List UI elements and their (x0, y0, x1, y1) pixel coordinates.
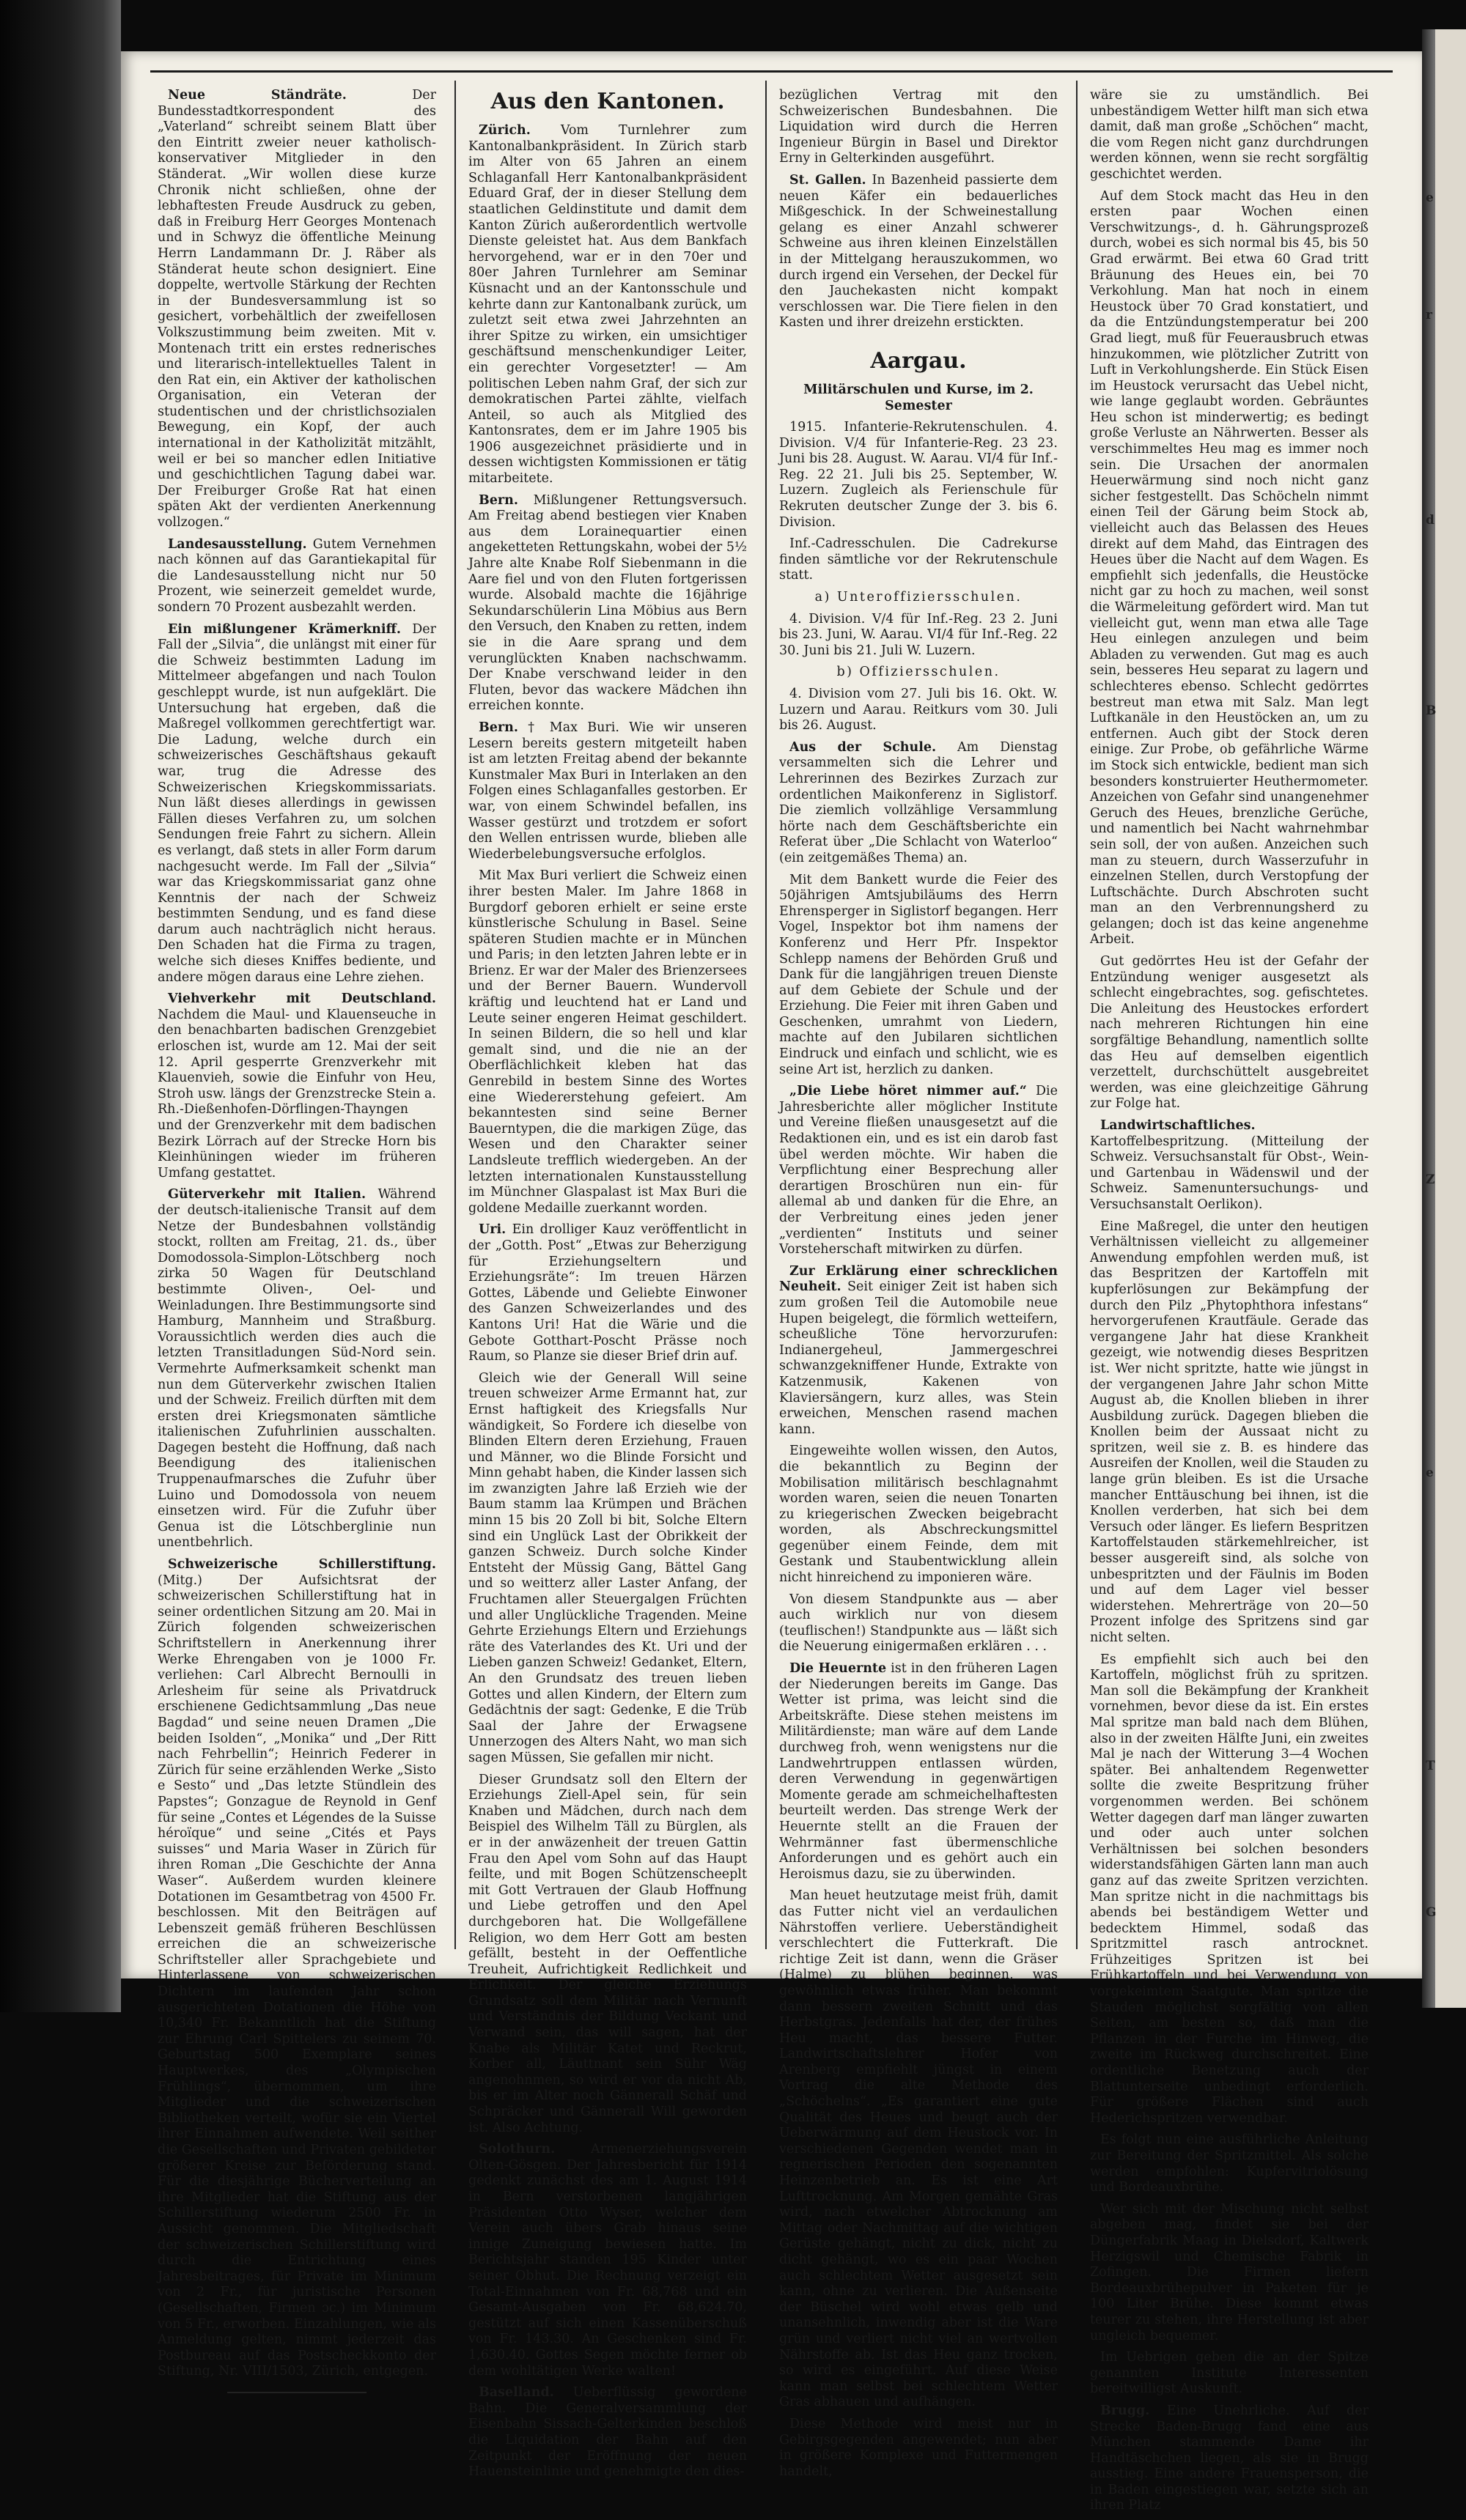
article-paragraph: Gut gedörrtes Heu ist der Gefahr der Entzündung weniger ausgesetzt als schlecht eingebrachtes, sog. gefischtetes. Die Anleitung des Heustockes erfordert nach mehreren Richtungen hin eine sorgfältige Behandlung, namentlich sollte das Heu auf demselben eigentlich verzettelt, durchschüttelt ausgebreitet werden, was eine gleichzeitige Gährung zur Folge hat. (1090, 954, 1369, 1112)
article (779, 740, 1058, 867)
edge-fragment: r (1426, 308, 1432, 322)
article (1090, 2403, 1369, 2514)
article-text: Armenerziehungsverein Olten-Gösgen. Der Jahresbericht für 1914 gedenkt zunächst des am 1. August 1914 in Bern verstorbenen langjährigen Präsidenten Otto Wyser, welcher dem Verein auch übers Grab hinaus seine innige Zuneigung bewiesen hatte. Im Berichtsjahr standen 195 Kinder unter seiner Obhut. Die Rechnung verzeigt ein Total-Einnahmen von Fr. 68,768 und ein Gesamt-Ausgaben von Fr. 68,624.70, gestützt auf sich einen Kassenüberschuß von Fr. 143.30. An Geschenken sind Fr. 1,630.40. Gottes Segen möchte ferner ob dem wohltätigen Werke walten! (468, 2142, 747, 2379)
article-paragraph: Eine Maßregel, die unter den heutigen Verhältnissen vielleicht zu allgemeiner Anwendung empfohlen werden muß, ist das Bespritzen der Kartoffeln mit kupferlösungen zur Bekämpfung der durch den Pilz „Phytophthora infestans“ hervorgerufenen Krautfäule. Gerade das vergangene Jahr hat diese Krankheit gezeigt, wie notwendig dieses Bespritzen ist. Wer nicht spritzte, hatte wie jüngst in der vergangenen Jahre Jahr schon Mitte August ab, die Knollen blieben in ihrer Ausbildung zurück. Dagegen blieben die Knollen beim der Aussaat nicht zu spritzen, weil sie z. B. es hindere das Ausreifen der Knollen, weil die Stauden zu lange grün bleiben. Es ist die Ursache mancher Enttäuschung bei ihnen, ist die Knollen verderben, hat sich bei dem Versuch oder länger. Es liefern Bespritzen Kartoffelstauden stärkemehlreicher, ist besser ausgereift sind, als solche von unbespritzten und der Fäulnis im Boden und auf dem Lager viel besser widerstehen. Mehrerträge von 20—50 Prozent infolge des Spritzens sind gar nicht selten. (1090, 1219, 1369, 1645)
article (1090, 1118, 1369, 1213)
article-text: Die Jahresberichte aller möglicher Institute und Vereine fließen unausgesetzt auf die Redaktionen ein, und es ist ein darob fast übel werden möchte. Wir haben die Verpflichtung einer Besprechung aller derartigen Broschüren nun ein- für allemal ab und danken für die Ehre, an der Verbreitung eines jeden jener „verdienten“ Instituts und seiner Vorsteherschaft mitwirken zu dürfen. (779, 1084, 1058, 1257)
column-rule (765, 81, 767, 1949)
article-text: Kartoffelbespritzung. (Mitteilung der Schweiz. Versuchsanstalt für Obst-, Wein- und Gartenbau in Wädenswil und der Schweiz. Samenuntersuchungs- und Versuchsanstalt Oerlikon). (1090, 1134, 1369, 1212)
article-keyword: Uri. (479, 1222, 507, 1238)
article (158, 991, 436, 1181)
article-text: In Bazenheid passierte dem neuen Käfer ein bedauerliches Mißgeschick. In der Schweinestallung gelang es einer Anzahl schwerer Schweine aus ihren kleinen Einzelställen in der Mittelgang herauszukommen, wo durch irgend ein Versehen, der Deckel für den Jauchekasten nicht kompakt verschlossen war. Die Tiere fielen in den Kasten und ihrer dreizehn erstickten. (779, 172, 1058, 330)
article-keyword: Neue Ständräte. (168, 88, 347, 103)
section-heading: Aus den Kantonen. (490, 89, 725, 114)
article (468, 2385, 747, 2480)
article-keyword: „Die Liebe höret nimmer auf.“ (789, 1084, 1027, 1099)
article (779, 1264, 1058, 1438)
article-paragraph: 1915. Infanterie-Rekrutenschulen. 4. Division. V/4 für Infanterie-Reg. 23 23. Juni bis 28. August. W. Aarau. VI/4 für Inf.-Reg. 22 21. Juli bis 25. September, W. Luzern. Zugleich als Ferienschule für Rekruten deutscher Zunge der 3. bis 6. Division. (779, 420, 1058, 530)
article-text: Gutem Vernehmen nach können auf das Garantiekapital für die Landesausstellung nicht nur 50 Prozent, wie seinerzeit gemeldet wurde, sondern 70 Prozent ausbezahlt werden. (158, 536, 436, 615)
column-rule (1076, 81, 1078, 1949)
article-paragraph: Mit Max Buri verliert die Schweiz einen ihrer besten Maler. Im Jahre 1868 in Burgdorf geboren erhielt er seine erste künstlerische Schulung in Basel. Seine späteren Studien machte er in München und Paris; in den letzten Jahren lebte er in Brienz. Er war der Maler des Brienzersees und der Berner Bauern. Wundervoll kräftig und leuchtend hat er Land und Leute seiner engeren Heimat geschildert. In seinen Bildern, die so hell und klar gemalt sind, und die nie an der Oberflächlichkeit kleben hat das Genrebild in bestem Sinne des Wortes eine Wiedererstehung gefeiert. Am bekanntesten sind seine Berner Bauerntypen, die die markigen Züge, das Wesen und den Charakter seiner Landsleute trefflich wiedergeben. An der letzten internationalen Kunstausstellung im Münchner Glaspalast ist Max Buri die goldene Medaille zuerkannt worden. (468, 868, 747, 1216)
article-continuation: wäre sie zu umständlich. Bei unbeständigem Wetter hilft man sich etwa damit, daß man große „Schöchen“ macht, die vom Regen nicht ganz durchdrungen werden können, wenn sie recht sorgfältig geschichtet werden. (1090, 88, 1369, 182)
column-3 (779, 88, 1058, 2486)
article-keyword: Zur Erklärung einer schrecklichen Neuheit. (779, 1263, 1058, 1295)
article (468, 123, 747, 487)
article-paragraph: Diese Methode wird meist nur in Gebirgsgegenden angewendet; nun aber in größere Komplexe und Futtermengen handelt, (779, 2416, 1058, 2479)
article-text: ist in den früheren Lagen der Niederungen bereits im Gange. Das Wetter ist prima, was leicht sind die Arbeitskräfte. Diese stehen meistens im Militärdienste; man wäre auf dem Lande durchweg froh, wenn wenigstens nur die Landwehrtruppen entlassen würden, deren Verwendung in gegenwärtigen Momente gerade am schmeichelhaftesten beurteilt werden. Das strenge Werk der Heuernte stellt an die Frauen der Wehrmänner fast übermenschliche Anforderungen und es gehört auch ein Heroismus dazu, sie zu überwinden. (779, 1661, 1058, 1882)
article-keyword: Bern. (479, 720, 518, 735)
book-binding (0, 0, 121, 2012)
article-text: Der Fall der „Silvia“, die unlängst mit einer für die Schweiz bestimmten Ladung im Mittelmeer abgefangen und nach Toulon geschleppt wurde, ist nun aufgeklärt. Die Untersuchung hat ergeben, daß die Maßregel vollkommen gerechtfertigt war. Die Ladung, welche durch ein schweizerisches Geschäftshaus gekauft war, trug die Adresse des Schweizerischen Kriegskommissariats. Nun läßt dieses allerdings in gewissen Fällen dieses Verfahren zu, um solchen Sendungen freie Fahrt zu sichern. Allein es verlangt, daß stets in aller Form darum nachgesucht werde. Im Fall der „Silvia“ war das Kriegskommissariat ganz ohne Kenntnis der nach der Schweiz bestimmten Sendung, und es fand diese darum auch nachträglich nicht heraus. Den Schaden hat die Firma zu tragen, welche sich dieses Kniffes bediente, und andere mögen daraus eine Lehre ziehen. (158, 621, 436, 985)
article-paragraph: Es empfiehlt sich auch bei den Kartoffeln, möglichst früh zu spritzen. Man soll die Bekämpfung der Krankheit vornehmen, bevor diese da ist. Ein erstes Mal spritze man bald nach dem Blühen, also in der zweiten Hälfte Juni, ein zweites Mal je nach der Witterung 3—4 Wochen später. Bei anhaltendem Regenwetter sollte die zweite Bespritzung früher vorgenommen werden. Bei schönem Wetter dagegen darf man länger zuwarten und oder auch unter solchen Verhältnissen bei solchen besonders widerstandsfähigen Gärten lann man auch ganz auf das zweite Spritzen verzichten. Man spritze nicht in die nachmittags bis abends bei beständigem Wetter und bedecktem Himmel, sodaß das Spritzmittel rasch antrocknet. Frühzeitiges Spritzen ist bei Frühkartoffeln und bei Verwendung von vorgekeimtem Saatgute. Man spritze die Stauden möglichst sorgfältig von allen Seiten, am besten so, daß man die Pflanzen in der Furche im Hinweg, die zweite im Rückweg durchschreitet. Eine ordentliche Benetzung auch der Blattunterseite unbedingt erforderlich. Für größere Flächen sind auch Hederichspritzen verwendbar. (1090, 1652, 1369, 2126)
column-2 (468, 88, 747, 2486)
article-keyword: Bern. (479, 492, 518, 508)
article-paragraph: Im Uebrigen geben die an der Spitze genannten Institute Interessenten bereitwilligst Auskunft. (1090, 2350, 1369, 2397)
edge-fragment: G (1426, 1905, 1437, 1920)
article-keyword: Landwirtschaftliches. (1100, 1118, 1256, 1133)
subheading: a) Unteroffiziersschulen. (814, 590, 1023, 605)
article-paragraph: Inf.-Cadresschulen. Die Cadrekurse finden sämtliche vor der Rekrutenschule statt. (779, 536, 1058, 583)
section-heading: Aargau. (870, 347, 967, 374)
article-keyword: St. Gallen. (789, 172, 866, 188)
edge-fragment: B (1426, 703, 1437, 718)
article-text: Eine Unehrliche. Auf der Strecke Baden-Brugg fand eine aus München stammende Dame ihr Handtäschchen liegen, als sie in Brugg ausstieg. Eine andere Frauensperson, die in Baden eingestiegen war, setzte sich an ihren Platz (1090, 2403, 1369, 2513)
article (468, 1222, 747, 1364)
article-paragraph: Auf dem Stock macht das Heu in den ersten paar Wochen einen Verschwitzungs-, d. h. Gährungsprozeß durch, wobei es sich normal bis 45, bis 50 Grad erwärmt. Bei etwa 60 Grad tritt Bräunung des Heues ein, bei 70 Verkohlung. Man hat noch in einem Heustock über 70 Grad konstatiert, und da die Entzündungstemperatur bei 200 Grad liegt, muß für Feuerausbruch etwas hinzukommen, wie plötzlicher Zutritt von Luft in Verkohlungsherde. Ein Stück Eisen im Heustock verursacht das Uebel nicht, wie lange geglaubt worden. Gebräuntes Heu schon ist minderwertig; es bedingt große Verluste an Nährwerten. Besser als verschimmeltes Heu mag es immer noch sein. Die Ursachen der anormalen Heuerwärmung sind noch nicht ganz sicher festgestellt. Das Schöcheln nimmt einen Teil der Gärung beim Stock ab, vielleicht auch das Belassen des Heues direkt auf dem Mahd, das Eintragen des Heues über die Nacht auf dem Wagen. Es empfiehlt sich jedenfalls, die Heustöcke nicht gar zu hoch zu machen, weil sonst die Wärmeleitung gefördert wird. Man tut vielleicht gut, wenn man etwa alle Tage Heu einlegen anzulegen und beim Abladen zu verwenden. Gut mag es auch sein, besseres Heu separat zu lagern und schlechteres ebenso. Schlecht gedörrtes bestreut man etwa mit Salz. Man legt Luftkanäle in den Heustöcken an, um zu entfernen. Auch gibt der Stock deren einige. Zur Probe, ob gefährliche Wärme im Stock sich entwickle, bedient man sich besonders konstruierter Heuthermometer. Anzeichen von Gefahr sind unangenehmer Geruch des Heues, brenzliche Gerüche, und namentlich bei Nacht wahrnehmbar sein soll, der von außen. Anzeichen such man zu steuern, durch Wasserzufuhr in einzelnen Stellen, durch Verstopfung der Luftschächte. Durch Abschroten sucht man an den Verbrennungsherd zu gelangen; doch ist das keine angenehme Arbeit. (1090, 188, 1369, 947)
column-4 (1090, 88, 1369, 2520)
column-rule (454, 81, 456, 1949)
header-rule (150, 70, 1393, 73)
article-paragraph: Wer sich mit der Mischung nicht selbst abgeben mag, findet sie bei der Düngerfabrik Maag in Dielsdorf, Kaltwerk Herzigswil und Chemische Fabrik in Zofingen. Die Firmen liefern Bordeauxbrühepulver in Paketen für je 100 Liter Brühe. Diese kommt etwas teurer zu stehen, ihre Herstellung ist aber ungleich bequemer. (1090, 2201, 1369, 2343)
article (158, 537, 436, 616)
article-keyword: Aus der Schule. (789, 739, 937, 755)
article-paragraph: Eingeweihte wollen wissen, den Autos, die bekanntlich zu Beginn der Mobilisation militärisch beschlagnahmt worden waren, seien die neuen Tonarten zu kriegerischen Zwecken beigebracht worden, als Abschreckungsmittel gegenüber einem Feinde, dem mit Gestank und Staubentwicklung allein nicht hinreichend zu imponieren wäre. (779, 1444, 1058, 1586)
closing-rule (227, 2389, 366, 2393)
article-keyword: Brugg. (1100, 2403, 1150, 2418)
article-text: Vom Turnlehrer zum Kantonalbankpräsident. In Zürich starb im Alter von 65 Jahren an einem Schlaganfall Herr Kantonalbankpräsident Eduard Graf, der in dieser Stellung dem staatlichen Geldinstitute und damit dem Kanton Zürich außerordentlich wertvolle Dienste geleistet hat. Aus dem Bankfach hervorgehend, war er in den 70er und 80er Jahren Turnlehrer am Seminar Küsnacht und an der Kantonsschule und kehrte dann zur Kantonalbank zurück, um zuletzt seit etwa zwei Jahrzehnten an ihrer Spitze zu wirken, ein umsichtiger geschäftsund menschenkundiger Leiter, ein gerechter Vorgesetzter! — Am politischen Leben nahm Graf, der sich zur demokratischen Partei zählte, vielfach Anteil, so auch als Mitglied des Kantonsrates, dem er im Jahre 1905 bis 1906 ausgezeichnet präsidierte und in dessen wichtigsten Kommissionen er tätig mitarbeitete. (468, 123, 747, 487)
subheading: Militärschulen und Kurse, im 2. Semester (803, 382, 1034, 413)
edge-fragment: d (1426, 513, 1434, 528)
article-paragraph: 4. Division vom 27. Juli bis 16. Okt. W. Luzern und Aarau. Reitkurs vom 30. Juli bis 26. August. (779, 687, 1058, 734)
article-keyword: Zürich. (479, 123, 531, 138)
article-text: Der Bundesstadtkorrespondent des „Vaterland“ schreibt seinem Blatt über den Eintritt zweier neuer katholisch-konservativer Mitglieder in den Ständerat. „Wir wollen diese kurze Chronik nicht schließen, ohne der lebhaftesten Freude Ausdruck zu geben, daß in Freiburg Herr Georges Montenach und in Schwyz die öffentliche Meinung Herrn Landammann Dr. J. Räber als Ständerat heute schon designiert. Eine doppelte, wertvolle Stärkung der Rechten in der Bundesversammlung ist so gesichert, vorbehältlich der zweifellosen Volkszustimmung beim zweiten. Mit v. Montenach tritt ein erstes rednerisches und literarisch-intellektuelles Talent in den Rat ein, ein Aktiver der katholischen Organisation, ein Veteran der studentischen und der christlichsozialen Bewegung, ein Kopf, der auch international in der Katholizität mitzählt, weil er bei so mancher edlen Initiative und geschichtlichen Tagung dabei war. Der Freiburger Große Rat hat einen späten Akt der verdienten Anerkennung vollzogen.“ (158, 88, 436, 531)
article-keyword: Güterverkehr mit Italien. (168, 1187, 366, 1202)
article (158, 1557, 436, 2380)
article (779, 173, 1058, 331)
article (158, 88, 436, 531)
article-keyword: Landesausstellung. (168, 536, 307, 552)
article-keyword: Ein mißlungener Krämerkniff. (168, 621, 401, 637)
article-keyword: Baselland. (479, 2385, 554, 2401)
article-paragraph: Von diesem Standpunkte aus — aber auch wirklich nur von diesem (teuflischen!) Standpunkte aus — läßt sich die Neuerung einigermaßen erklären . . . (779, 1592, 1058, 1655)
article-text: Mißlungener Rettungsversuch. Am Freitag abend bestiegen vier Knaben aus dem Lorainequartier einen angeketteten Rettungskahn, wobei der 5½ Jahre alte Knabe Rolf Siebenmann in die Aare fiel und von den Fluten fortgerissen wurde. Alsobald machte die 16jährige Sekundarschülerin Lina Möbius aus Bern den Versuch, den Knaben zu retten, indem sie in die Aare sprang und dem verunglückten Knaben nachschwamm. Der Knabe verschwand leider in den Fluten, bevor das wackere Mädchen ihn erreichen konnte. (468, 492, 747, 714)
article-text: † Max Buri. Wie wir unseren Lesern bereits gestern mitgeteilt haben ist am letzten Freitag abend der bekannte Kunstmaler Max Buri in Interlaken an den Folgen eines Schlaganfalles gestorben. Er war, von einem Schwindel befallen, ins Wasser gestürzt und trotzdem er sofort den Wellen entrissen wurde, blieben alle Wiederbelebungsversuche erfolglos. (468, 720, 747, 862)
article-paragraph: Dieser Grundsatz soll den Eltern der Erziehungs Ziell-Apel sein, für sein Knaben und Mädchen, durch nach dem Beispiel des Wilhelm Täll zu Bürglen, als er in der anwäzenheit der treuen Gattin Frau den Apel vom Sohn auf das Haupt feilte, und mit Bogen Schützenscheeplt mit Gott Vertrauen der Glaub Hoffnung und Liebe getroffen und den Apel durchgeboren hat. Die Wollgefällene Religion, wo dem Herr Gott am besten gefällt, besteht in der Oeffentliche Treuheit, Aufrichtigkeit Redlichkeit und Erlichkeit. Der gleiche Erziehungs Grundsatz soll dem Militär nach Vernunft und Verständnis der Bildung Veckant und Verwand sein, das will sagen, hat der Knabe als Militär Katet und Reckrut, Korber all, Läuttnant sein Sühr Wäg angenohnmen, so wird er vor da nicht Ab, bis er im Alter noch Gännerall Schäf und Schpräcker und Gännerall Will geworden ist. Also Achtung. (468, 1772, 747, 2135)
edge-fragment: e (1426, 1466, 1434, 1480)
article-text: Am Dienstag versammelten sich die Lehrer und Lehrerinnen des Bezirkes Zurzach zur ordentlichen Maikonferenz in Siglistorf. Die ziemlich vollzählige Versammlung hörte nach dem Geschäftsberichte ein Referat über „Die Schlacht von Waterloo“ (ein zeitgemäßes Thema) an. (779, 739, 1058, 865)
article-text: Ueberflüssig gewordene Bahn. Die Generalversammlung der Eisenbahn Sissach-Gelterkinden beschloß die Liquidation der Bahn auf den Zeitpunkt der Eröffnung der neuen Hauensteinlinie und genehmigte den dies- (468, 2385, 747, 2480)
article-keyword: Solothurn. (479, 2142, 556, 2157)
article-continuation: bezüglichen Vertrag mit den Schweizerischen Bundesbahnen. Die Liquidation wird durch die Herren Ingenieur Bürgin in Basel und Direktor Erny in Gelterkinden ausgeführt. (779, 88, 1058, 166)
newspaper-page (121, 51, 1422, 2513)
article (158, 1187, 436, 1551)
article-text: Nachdem die Maul- und Klauenseuche in den benachbarten badischen Grenzgebiet erloschen ist, wurde am 12. Mai der seit 12. April gesperrte Grenzverkehr mit Klauenvieh, sowie die Einfuhr von Heu, Stroh usw. längs der Grenzstrecke Stein a. Rh.-Dießenhofen-Dörflingen-Thayngen und der Grenzverkehr mit dem badischen Bezirk Lörrach auf der Strecke Horn bis Kleinhüningen wieder im früheren Umfang gestattet. (158, 1007, 436, 1180)
edge-fragment: Z (1426, 1172, 1435, 1187)
edge-fragment: e (1426, 191, 1434, 205)
article (468, 720, 747, 862)
article-keyword: Viehverkehr mit Deutschland. (168, 991, 436, 1007)
article (779, 1084, 1058, 1258)
article-text: Während der deutsch-italienische Transit auf dem Netze der Bundesbahnen vollständig stockt, rollten am Freitag, 21. ds., über Domodossola-Simplon-Lötschberg noch zirka 50 Wagen für Deutschland bestimmte Oliven-, Oel- und Weinladungen. Ihre Bestimmungsorte sind Hamburg, Mannheim und Straßburg. Voraussichtlich werden dies auch die letzten Transitladungen Süd-Nord sein. Vermehrte Aufmerksamkeit schenkt man nun dem Güterverkehr zwischen Italien und der Schweiz. Freilich dürften mit dem ersten drei Kriegsmonaten sämtliche italienischen Zufuhrlinien ausschalten. Dagegen besteht die Hoffnung, daß nach Beendigung des italienischen Truppenaufmarsches die Zufuhr über Luino und Domodossola von neuem einsetzen wird. Für die Zufuhr über Genua ist die Lötschberglinie nun unentbehrlich. (158, 1187, 436, 1551)
next-page-edge (1422, 29, 1466, 2008)
column-1 (158, 88, 436, 2393)
article (468, 493, 747, 714)
article-keyword: Die Heuernte (789, 1661, 887, 1677)
article-text: Seit einiger Zeit ist haben sich zum großen Teil die Automobile neue Hupen beigelegt, die förmlich wetteifern, scheußliche Töne hervorzurufen: Indianergeheul, Jammergeschrei schwanzgekniffener Hunde, Extrakte von Katzenmusik, Kakenen von Klaviersängern, kurz alles, was Stein erweichen, Menschen rasend machen kann. (779, 1279, 1058, 1437)
article-text: (Mitg.) Der Aufsichtsrat der schweizerischen Schillerstiftung hat in seiner ordentlichen Sitzung am 20. Mai in Zürich folgenden schweizerischen Schriftstellern in Anerkennung ihrer Werke Ehrengaben von je 1000 Fr. verliehen: Carl Albrecht Bernoulli in Arlesheim für seine als Privatdruck erschienene Gedichtsammlung „Das neue Bagdad“ und seine neuen Dramen „Die beiden Isolden“, „Monika“ und „Der Ritt nach Fehrbellin“; Heinrich Federer in Zürich für seine erzählenden Werke „Sisto e Sesto“ und „Das letzte Stündlein des Papstes“; Gonzague de Reynold in Genf für seine „Contes et Légendes de la Suisse héroïque“ und seine „Cités et Pays suisses“ und Maria Waser in Zürich für ihren Roman „Die Geschichte der Anna Waser“. Außerdem wurden kleinere Dotationen im Gesamtbetrag von 4500 Fr. beschlossen. Mit den Beiträgen auf Lebenszeit gemäß früheren Beschlüssen erreichen die an schweizerische Schriftsteller aller Sprachgebiete und Hinterlassene von schweizerischen Dichtern im laufenden Jahr schon ausgerichteten Dotationen die Höhe von 10,340 Fr. Bekanntlich hat die Stiftung zur Ehrung Carl Spittelers zu seinem 70. Geburtstag 500 Exemplare seines Hauptwerkes, des „Olympischen Frühlings“, übernommen, um ihre Mitglieder und die schweizerischen Bibliotheken verteilt, wofür sie ein Viertel ihrer Einnahmen aufwendete. Weil seither die Gesellschaften und Privaten gebildeter größerer Kreise zur Beförderung stand. Für die diesjährige Bücherverteilung an ihre Mitglieder hat die Stiftung aus der Schillerstiftung wiederum 2500 Fr. in Aussicht genommen. Die Mitgliedschaft der schweizerischen Schillerstiftung wird durch die Entrichtung eines Jahresbeitrages, für Private im Minimum von 2 Fr., für juristische Personen (Gesellschaften, Firmen ɔc.) im Minimum von 5 Fr., erworben. Einzahlungen, wie als Anmeldung gelten, nimmt jederzeit das Postbureau auf das Postscheckkonto der Stiftung, Nr. VIII/1503, Zürich, entgegen. (158, 1573, 436, 2379)
article-paragraph: Mit dem Bankett wurde die Feier des 50jährigen Amtsjubiläums des Herrn Ehrensperger in Siglistorf begangen. Herr Vogel, Inspektor bot ihm namens der Konferenz und Herr Pfr. Inspektor Schlepp namens der Behörden Gruß und Dank für die langjährigen treuen Dienste auf dem Gebiete der Schule und der Erziehung. Die Feier mit ihren Gaben und Geschenken, umrahmt von Liedern, machte auf den Jubilaren sichtlichen Eindruck und einfach und schlicht, wie es seine Art ist, herzlich zu danken. (779, 872, 1058, 1077)
edge-fragment: T (1426, 1759, 1435, 1773)
article-paragraph: 4. Division. V/4 für Inf.-Reg. 23 2. Juni bis 23. Juni, W. Aarau. VI/4 für Inf.-Reg. 22 30. Juni bis 21. Juli W. Luzern. (779, 611, 1058, 658)
article-text: Ein drolliger Kauz veröffentlicht in der „Gotth. Post“ „Etwas zur Beherzigung für Erziehungseltern und Erziehungsräte“: Im treuen Härzen Gottes, Läbende und Geliebte Einwoner des Ganzen Schweizerlandes und des Kantons Uri! Hat die Wärie und die Gebote Gotthart-Poscht Prässe noch Raum, so Planze sie dieser Brief drin auf. (468, 1222, 747, 1364)
article (468, 2142, 747, 2379)
article (158, 622, 436, 986)
article (779, 1661, 1058, 1882)
subheading: b) Offiziersschulen. (836, 665, 1001, 680)
article-keyword: Schweizerische Schillerstiftung. (168, 1557, 436, 1573)
article-paragraph: Es folgt nun eine ausführliche Anleitung zur Bereitung der Spritzmittel. Als solche werden empfohlen: Kupfervitriolösung und Bordeauxbrühe. (1090, 2132, 1369, 2195)
article-paragraph: Gleich wie der Generall Will seine treuen schweizer Arme Ermannt hat, zur Ernst haftigkeit des Kriegsfalls Nur wändigkeit, So Fordere ich dieselbe von Blinden Eltern deren Erziehung, Frauen und Männer, wo die Blinde Forsicht und Minn gehabt haben, die Kinder lassen sich im zwanzigten Jahre laß Erzieh wie der Baum stamm laa Krümpen und Brächen minn 15 bis 20 Zoll bi bit, Solche Eltern sind ein Unglück Last der Obrikkeit der ganzen Schweiz. Durch solche Kinder Entsteht der Müssig Gang, Bättel Gang und so weitterz aller Laster Anfang, der Fruchtamen aller Steuergalgen Früchten und aller Unglückliche Tragenden. Meine Gehrte Erziehungs Eltern und Erziehungs räte des Vaterlandes des Kt. Uri und der Lieben ganzen Schweiz! Gedanket, Eltern, An den Grundsatz des treuen lieben Gottes und allen Kindern, der Eltern zum Gedächtnis der sagt: Gedenke, E die Trüb Saal der Jahre der Erwagsene Unnerzogen des Alters Naht, wo man sich sagen Müssen, Sie gefallen mir nicht. (468, 1370, 747, 1765)
article-paragraph: Man heuet heutzutage meist früh, damit das Futter nicht viel an verdaulichen Nährstoffen verliere. Ueberständigheit verschlechtert die Futterkraft. Die richtige Zeit ist dann, wenn die Gräser (Halme) zu blühen beginnen, was gewöhnlich etwas früher. Man bekommt dann bessern zweiten Schnitt und das Herbstgras. Jedenfalls hat der, der frühes Heu macht, das bessere Futter. Landwirtschaftslehrer Hofer von Arenberg empfiehlt jüngst in einem Vortrag die alte Methode des „Schöchelns“. „Es garantiert eine gute Qualität des Heues und beugt auch der Ueberwärmung auf dem Heustock vor. In verschiedenen Gegenden wendet man in regnerischen Perioden den sogenannten Heinzenbetrieb an. Es ist eine Art Lufttrocknung. Am Morgen gemähte Gras wird, nach etwelcher Abtrocknung am Mittag oder Nachmittag auf die wichtigen Gerüste gehängt, nicht zu dick, nicht zu dicht gehängt, wo es ein paar Wochen auch schlechtem Wetter ausgesetzt sein kann, ohne zu verlieren. Die Außenseite der Büschel wird wohl etwas gelb und unansehnlich, inwendig aber ist die Ware grün und verliert nicht viel an wertvollen Nährstoffe ab. Ist das Heu ganz trocken, so wird es eingeführt. Auf diese Weise kann man selbst bei schlechtem Wetter Gras abhauen und aufhängen. (779, 1888, 1058, 2410)
